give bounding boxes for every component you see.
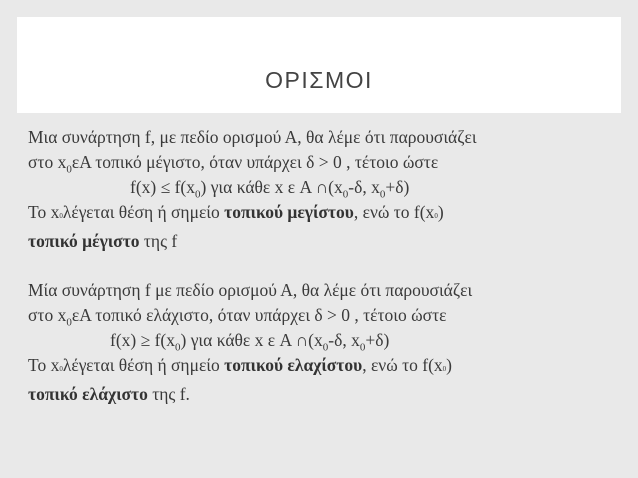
p1-line-2 (28, 150, 618, 175)
text: λέγεται θέση ή σημείο (62, 355, 225, 375)
subscript: 0 (342, 188, 349, 201)
text: Το x (28, 202, 60, 222)
text: , ενώ το f(x (362, 355, 443, 375)
text: +δ) (365, 330, 390, 350)
text: -δ, x (348, 177, 380, 197)
text: -δ, x (328, 330, 360, 350)
bold-term: τοπικού μεγίστου (224, 202, 354, 222)
text: ) για κάθε x ε A ∩(x (180, 330, 323, 350)
p2-line-5 (28, 382, 618, 407)
slide-body (28, 125, 618, 407)
paragraph-gap (28, 254, 618, 278)
text: +δ) (385, 177, 410, 197)
subscript: 0 (195, 188, 201, 201)
text: f(x) ≤ f(x (130, 177, 195, 197)
text: της f. (147, 384, 190, 404)
subscript: 0 (175, 341, 181, 354)
bold-term: τοπικό μέγιστο (28, 231, 140, 251)
subscript: 0 (442, 365, 447, 373)
text: στο x (28, 152, 67, 172)
title-box (17, 17, 621, 113)
subscript: 0 (66, 163, 72, 176)
p1-line-3 (28, 175, 618, 200)
text: στο x (28, 305, 67, 325)
text: ) (446, 355, 452, 375)
p2-line-1: Μία συνάρτηση f με πεδίο ορισμού Α, θα λέμε ότι παρουσιάζει (28, 280, 473, 300)
bold-term: τοπικού ελαχίστου (224, 355, 363, 375)
p2-line-4 (28, 353, 618, 382)
subscript: 0 (59, 212, 63, 220)
text: εA τοπικό μέγιστο, όταν υπάρχει δ > 0 , τέτοιο ώστε (71, 152, 439, 172)
slide-title: ΟΡΙΣΜΟΙ (265, 67, 373, 93)
text: , ενώ το f(x (353, 202, 435, 222)
bold-term: τοπικό ελάχιστο (28, 384, 148, 404)
text: ) (437, 202, 444, 222)
p2-line-2 (28, 303, 618, 328)
subscript: 0 (359, 341, 366, 354)
text: της f (139, 231, 178, 251)
subscript: 0 (59, 365, 63, 373)
text: Το x (28, 355, 60, 375)
text: ) για κάθε x ε A ∩(x (200, 177, 343, 197)
text: λέγεται θέση ή σημείο (62, 202, 225, 222)
p1-line-4 (28, 200, 618, 229)
subscript: 0 (66, 316, 72, 329)
p2-line-3 (28, 328, 618, 353)
subscript: 0 (434, 212, 438, 220)
p1-line-1: Μια συνάρτηση f, με πεδίο ορισμού Α, θα λέμε ότι παρουσιάζει (28, 127, 477, 147)
p1-line-5 (28, 229, 618, 254)
text: εA τοπικό ελάχιστο, όταν υπάρχει δ > 0 , τέτοιο ώστε (71, 305, 447, 325)
subscript: 0 (379, 188, 386, 201)
subscript: 0 (322, 341, 329, 354)
text: f(x) ≥ f(x (110, 330, 175, 350)
